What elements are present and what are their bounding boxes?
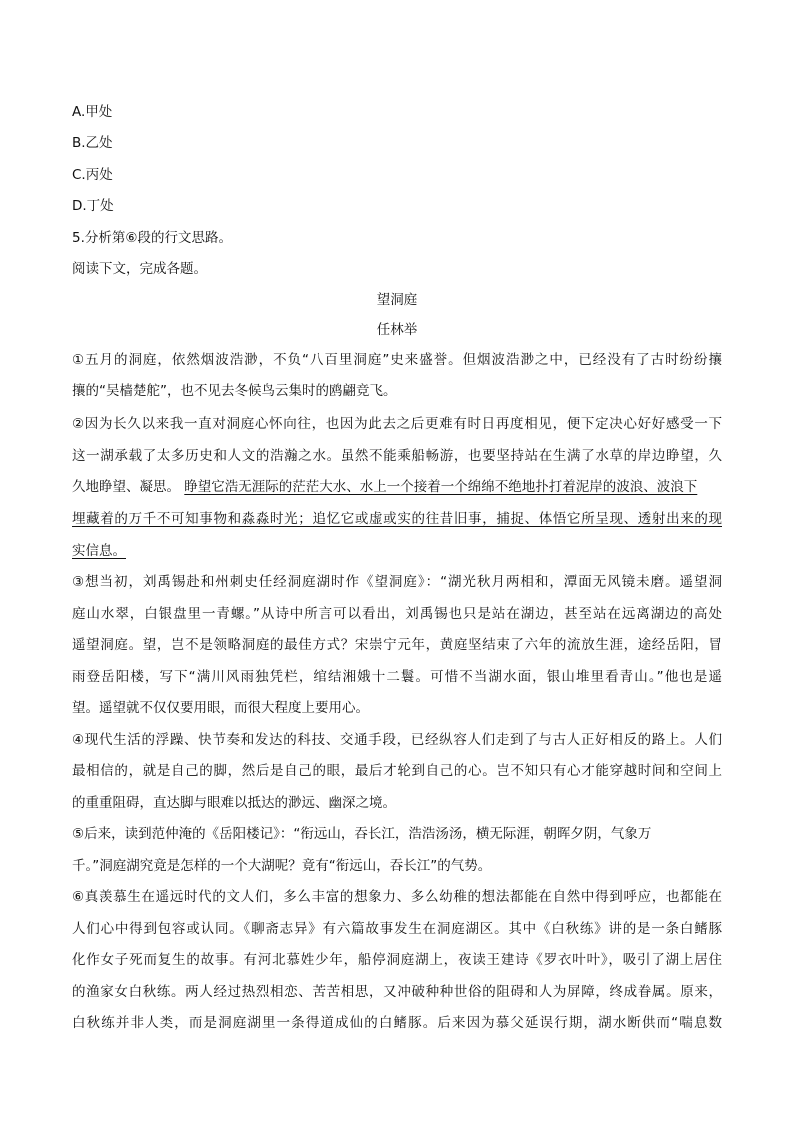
option-d: D.丁处 (72, 198, 114, 214)
paragraph-2-plain-text: 久地睁望、凝思。 (72, 479, 180, 495)
paragraph-2-line (72, 477, 722, 497)
paragraph-3-line: ③想当初，刘禹锡赴和州刺史任经洞庭湖时作《望洞庭》：“湖光秋月两相和，潭面无风镜未磨。遥望洞 (72, 574, 722, 590)
option-c: C.丙处 (72, 167, 113, 183)
reading-instruction: 阅读下文，完成各题。 (72, 261, 207, 277)
paragraph-2-line: ②因为长久以来我一直对洞庭心怀向往，也因为此去之后更难有时日再度相见，便下定决心好好感受一下 (72, 416, 722, 432)
paragraph-6-line: ⑥真羡慕生在遥远时代的文人们，多么丰富的想象力、多么幼稚的想法都能在自然中得到呼应，也都能在 (72, 889, 722, 905)
paragraph-4-line: 最相信的，就是自己的脚，然后是自己的眼，最后才轮到自己的心。岂不知只有心才能穿越时间和空间上 (72, 763, 722, 779)
option-a: A.甲处 (72, 104, 113, 120)
paragraph-3-line: 遥望洞庭。望，岂不是领略洞庭的最佳方式？宋崇宁元年，黄庭坚结束了六年的流放生涯，途经岳阳，冒 (72, 637, 722, 653)
paragraph-5-line: ⑤后来，读到范仲淹的《岳阳楼记》：“衔远山，吞长江，浩浩汤汤，横无际涯，朝晖夕阴，气象万 (72, 826, 652, 842)
paragraph-5-line: 千。”洞庭湖究竟是怎样的一个大湖呢？竟有“衔远山，吞长江”的气势。 (72, 858, 492, 874)
paragraph-6-line: 白秋练并非人类，而是洞庭湖里一条得道成仙的白鳍豚。后来因为慕父延误行期，湖水断供而“喘息数 (72, 1015, 722, 1031)
paragraph-3-line: 望。遥望就不仅仅要用眼，而很大程度上要用心。 (72, 700, 369, 716)
paragraph-6-line: 的渔家女白秋练。两人经过热烈相恋、苦苦相思，又冲破种种世俗的阻碍和人为屏障，终成眷属。原来， (72, 984, 722, 1000)
paragraph-6-line: 化作女子死而复生的故事。有河北慕姓少年，船停洞庭湖上，夜读王建诗《罗衣叶叶》，吸引了湖上居住 (72, 952, 722, 968)
underlined-sentence: 睁望它浩无涯际的茫茫大水、水上一个接着一个绵绵不绝地扑打着泥岸的波浪、波浪下 (184, 479, 698, 495)
paragraph-6-line: 人们心中得到包容或认同。《聊斋志异》有六篇故事发生在洞庭湖区。其中《白秋练》讲的是一条白鳍豚 (72, 921, 722, 937)
question-5: 5.分析第⑥段的行文思路。 (72, 230, 232, 246)
paragraph-3-line: 雨登岳阳楼，写下“满川风雨独凭栏，绾结湘娥十二鬟。可惜不当湖水面，银山堆里看青山。”他也是遥 (72, 669, 722, 685)
underlined-sentence: 实信息。 (72, 543, 126, 559)
paragraph-4-line: ④现代生活的浮躁、快节奏和发达的科技、交通手段，已经纵容人们走到了与古人正好相反的路上。人们 (72, 732, 722, 748)
article-title: 望洞庭 (376, 292, 418, 308)
paragraph-3-line: 庭山水翠，白银盘里一青螺。”从诗中所言可以看出，刘禹锡也只是站在湖边，甚至站在远离湖边的高处 (72, 606, 722, 622)
option-b: B.乙处 (72, 135, 113, 151)
paragraph-4-line: 的重重阻碍，直达脚与眼难以抵达的渺远、幽深之境。 (72, 795, 396, 811)
paragraph-2-line: 这一湖承载了太多历史和人文的浩瀚之水。虽然不能乘船畅游，也要坚持站在生满了水草的岸边睁望，久 (72, 448, 722, 464)
article-author: 任林举 (376, 322, 418, 338)
underlined-sentence: 埋藏着的万千不可知事物和淼淼时光；追忆它或虚或实的往昔旧事，捕捉、体悟它所呈现、透射出来的现 (72, 511, 722, 527)
paragraph-1-line: ①五月的洞庭，依然烟波浩渺，不负“八百里洞庭”史来盛誉。但烟波浩渺之中，已经没有了古时纷纷攘 (72, 352, 722, 368)
paragraph-1-line: 攘的“吴樯楚舵”，也不见去冬候鸟云集时的鸥翩竞飞。 (72, 383, 397, 399)
